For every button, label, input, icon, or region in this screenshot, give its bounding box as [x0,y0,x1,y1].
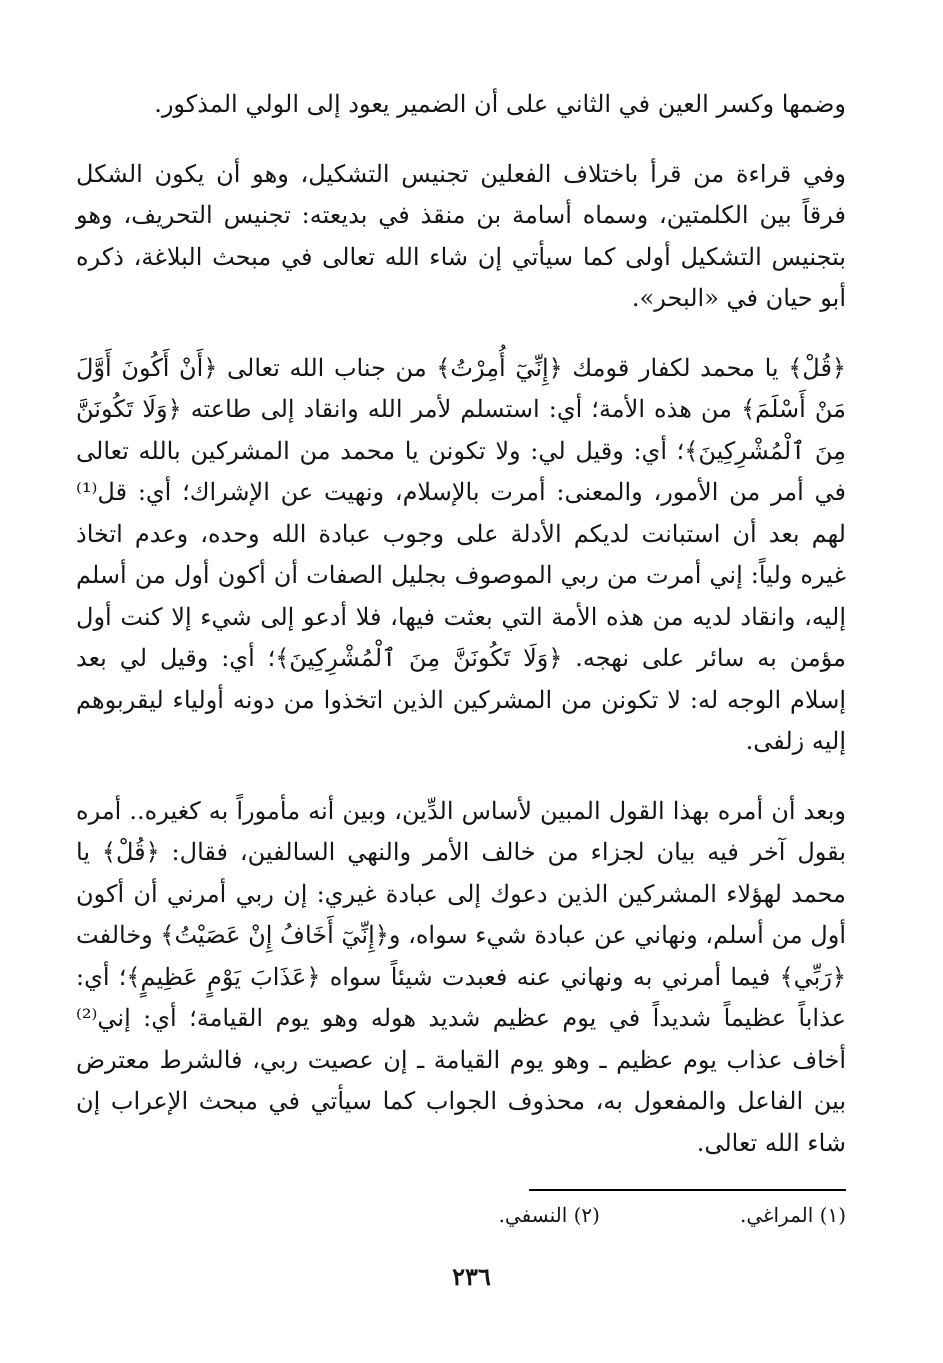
page-number: ٢٣٦ [452,1262,491,1291]
footnote-2: (٢) النسفي. [498,1203,600,1227]
footnotes [326,1203,846,1227]
footnote-divider [529,1189,846,1191]
paragraph-2: وفي قراءة من قرأ باختلاف الفعلين تجنيس التشكيل، وهو أن يكون الشكل فرقاً بين الكلمتين، وسماه أسامة بن منقذ في بديعته: تجنيس التحريف، وهو بتجنيس التشكيل أولى كما سيأتي إن شاء الله تعالى في مبحث البلاغة، ذكره أبو حيان في «البحر». [76,159,846,312]
paragraph-4: وبعد أن أمره بهذا القول المبين لأساس الدِّين، وبين أنه مأموراً به كغيره.. أمره بقول آخر فيه بيان لجزاء من خالف الأمر والنهي السالفين، فقال: ﴿قُلْ﴾ يا محمد لهؤلاء المشركين الذين دعوك إلى عبادة غيري: إن ربي أمرني أن أكون أول من أسلم، ونهاني عن عبادة شيء سواه، و﴿إِنِّيٓ أَخَافُ إِنْ عَصَيْتُ﴾ وخالفت ﴿رَبِّي﴾ فيما أمرني به ونهاني عنه فعبدت شيئاً سواه ﴿عَذَابَ يَوْمٍ عَظِيمٍ﴾؛ أي: عذاباً عظيماً شديداً في يوم عظيم شديد هوله وهو يوم القيامة؛ أي: إني⁽²⁾ أخاف عذاب يوم عظيم ـ وهو يوم القيامة ـ إن عصيت ربي، فالشرط معترض بين الفاعل والمفعول به، محذوف الجواب كما سيأتي في مبحث الإعراب إن شاء الله تعالى. [76,796,847,1157]
paragraph-3: ﴿قُلْ﴾ يا محمد لكفار قومك ﴿إِنِّيٓ أُمِرْتُ﴾ من جناب الله تعالى ﴿أَنْ أَكُونَ أَوَّلَ مَنْ أَسْلَمَ﴾ من هذه الأمة؛ أي: استسلم لأمر الله وانقاد إلى طاعته ﴿وَلَا تَكُونَنَّ مِنَ ٱلْمُشْرِكِينَ﴾؛ أي: وقيل لي: ولا تكونن يا محمد من المشركين بالله تعالى في أمر من الأمور، والمعنى: أمرت بالإسلام، ونهيت عن الإشراك؛ أي: قل⁽¹⁾ لهم بعد أن استبانت لديكم الأدلة على وجوب عبادة الله وحده، وعدم اتخاذ غيره ولياً: إني أمرت من ربي الموصوف بجليل الصفات أن أكون أول من أسلم إليه، وانقاد لديه من هذه الأمة التي بعثت فيها، فلا أدعو إلى شيء إلا كنت أول مؤمن به سائر على نهجه. ﴿وَلَا تَكُونَنَّ مِنَ ٱلْمُشْرِكِينَ﴾؛ أي: وقيل لي بعد إسلام الوجه له: لا تكونن من المشركين الذين اتخذوا من دونه أولياء ليقربوهم إليه زلفى. [76,353,846,755]
main-text [76,84,846,1164]
footnote-1: (١) المراغي. [739,1203,846,1227]
paragraph-1: وضمها وكسر العين في الثاني على أن الضمير يعود إلى الولي المذكور. [154,90,846,118]
